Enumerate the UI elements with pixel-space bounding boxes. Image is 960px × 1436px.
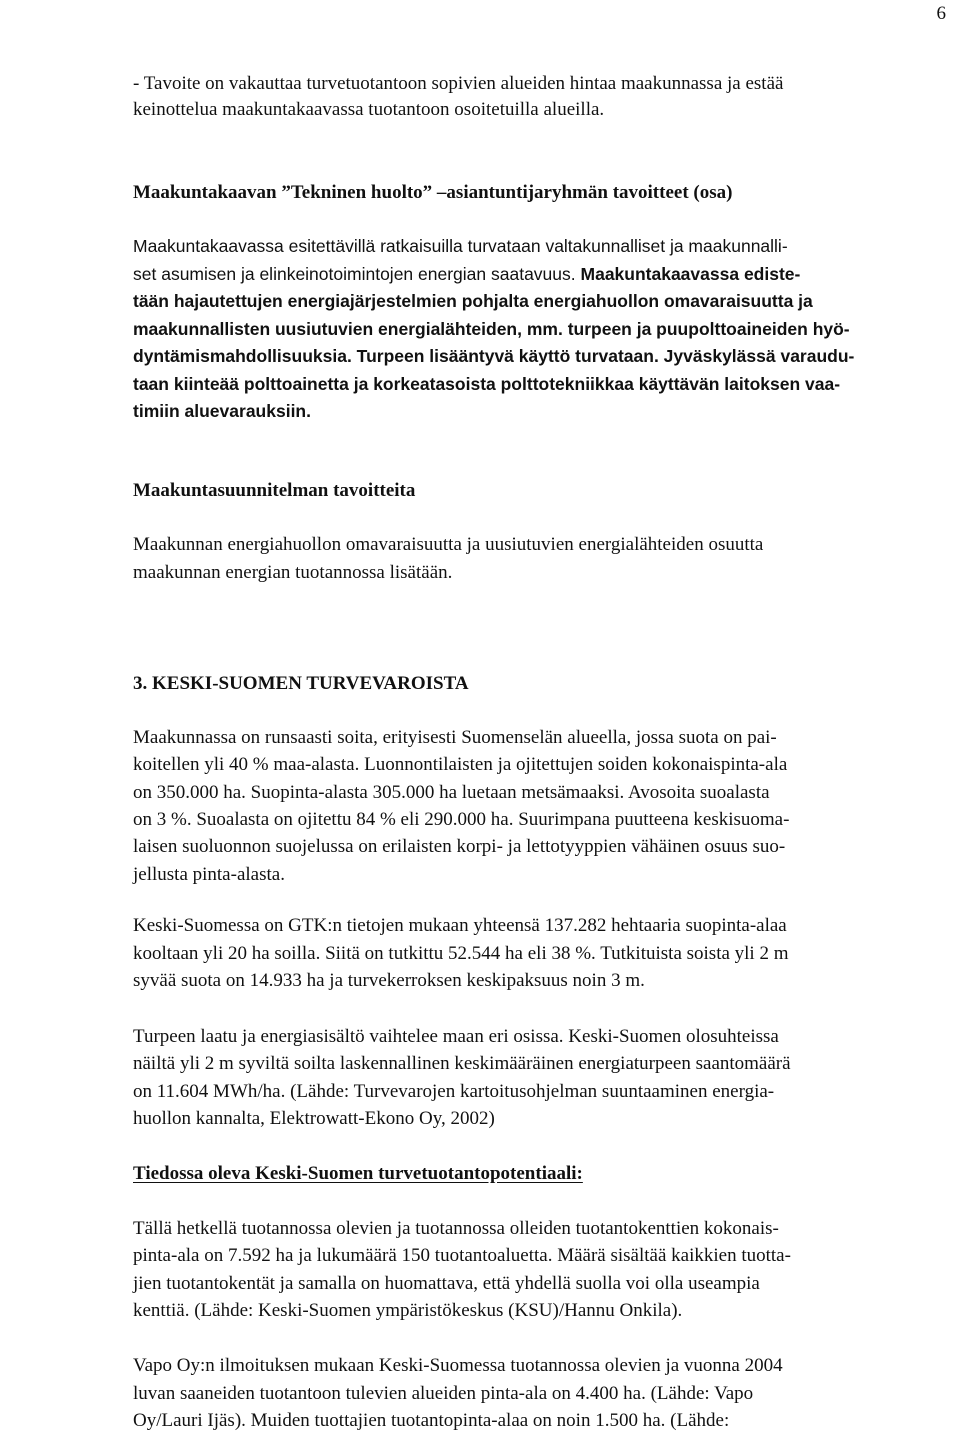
- intro-line: keinottelua maakuntakaavassa tuotantoon osoitetuilla alueilla.: [133, 99, 605, 120]
- tekninen-sans-line: set asumisen ja elinkeinotoimintojen energian saatavuus.: [133, 264, 576, 284]
- potentiaali-para2-line: Vapo Oy:n ilmoituksen mukaan Keski-Suomessa tuotannossa olevien ja vuonna 2004: [133, 1355, 783, 1376]
- potentiaali-para1-line: pinta-ala on 7.592 ha ja lukumäärä 150 tuotantoaluetta. Määrä sisältää kaikkien tuotta-: [133, 1245, 791, 1266]
- tekninen-mixed-line: [133, 261, 800, 287]
- section3-para1-line: koitellen yli 40 % maa-alasta. Luonnontilaisten ja ojitettujen soiden kokonaispinta-ala: [133, 754, 788, 775]
- tekninen-bold-line: dyntämismahdollisuuksia. Turpeen lisääntyvä käyttö turvataan. Jyväskylässä varaudu-: [133, 346, 855, 366]
- section3-para2-line: syvää suota on 14.933 ha ja turvekerroksen keskipaksuus noin 3 m.: [133, 970, 645, 991]
- tekninen-bold-tail: Maakuntakaavassa ediste-: [575, 264, 801, 284]
- section3-para1-line: jellusta pinta-alasta.: [133, 864, 285, 885]
- section3-para2-line: kooltaan yli 20 ha soilla. Siitä on tutkittu 52.544 ha eli 38 %. Tutkituista soista yli 2 m: [133, 943, 789, 964]
- section3-para1-line: laisen suoluonnon suojelussa on erilaisten korpi- ja lettotyyppien vähäinen osuus suo-: [133, 836, 786, 857]
- section3-para3-line: huollon kannalta, Elektrowatt-Ekono Oy, 2002): [133, 1108, 495, 1129]
- potentiaali-para1-line: kenttiä. (Lähde: Keski-Suomen ympäristökeskus (KSU)/Hannu Onkila).: [133, 1300, 683, 1321]
- maakuntasuunnitelma-heading: Maakuntasuunnitelman tavoitteita: [133, 480, 416, 501]
- section3-para3-line: Turpeen laatu ja energiasisältö vaihtelee maan eri osissa. Keski-Suomen olosuhteissa: [133, 1026, 779, 1047]
- potentiaali-heading: Tiedossa oleva Keski-Suomen turvetuotantopotentiaali:: [133, 1163, 583, 1184]
- potentiaali-para2-line: Oy/Lauri Ijäs). Muiden tuottajien tuotantopinta-alaa on noin 1.500 ha. (Lähde:: [133, 1410, 730, 1431]
- section3-para1-line: on 3 %. Suoalasta on ojitettu 84 % eli 290.000 ha. Suurimpana puutteena keskisuoma-: [133, 809, 790, 830]
- potentiaali-para1-line: jien tuotantokentät ja samalla on huomattava, että yhdellä suolla voi olla useampia: [133, 1273, 760, 1294]
- section3-para3-line: on 11.604 MWh/ha. (Lähde: Turvevarojen kartoitusohjelman suuntaaminen energia-: [133, 1081, 775, 1102]
- potentiaali-para2-line: luvan saaneiden tuotantoon tulevien alueiden pinta-ala on 4.400 ha. (Lähde: Vapo: [133, 1383, 754, 1404]
- section3-para1-line: Maakunnassa on runsaasti soita, erityisesti Suomenselän alueella, jossa suota on pai-: [133, 727, 777, 748]
- section3-para1-line: on 350.000 ha. Suopinta-alasta 305.000 ha luetaan metsämaaksi. Avosoita suoalasta: [133, 782, 770, 803]
- tekninen-heading: Maakuntakaavan ”Tekninen huolto” –asiantuntijaryhmän tavoitteet (osa): [133, 182, 733, 203]
- tekninen-bold-line: timiin aluevarauksiin.: [133, 401, 311, 421]
- section3-heading: 3. KESKI-SUOMEN TURVEVAROISTA: [133, 673, 469, 694]
- maakuntasuunnitelma-line: maakunnan energian tuotannossa lisätään.: [133, 562, 453, 583]
- tekninen-bold-line: tään hajautettujen energiajärjestelmien pohjalta energiahuollon omavaraisuutta ja: [133, 291, 813, 311]
- section3-para3-line: näiltä yli 2 m syviltä soilta laskennallinen keskimääräinen energiaturpeen saantomäärä: [133, 1053, 791, 1074]
- potentiaali-para1-line: Tällä hetkellä tuotannossa olevien ja tuotannossa olleiden tuotantokenttien kokonais-: [133, 1218, 779, 1239]
- tekninen-sans-line: Maakuntakaavassa esitettävillä ratkaisuilla turvataan valtakunnalliset ja maakunnalli-: [133, 236, 788, 256]
- tekninen-bold-line: maakunnallisten uusiutuvien energialähteiden, mm. turpeen ja puupolttoaineiden hyö-: [133, 319, 850, 339]
- section3-para2-line: Keski-Suomessa on GTK:n tietojen mukaan yhteensä 137.282 hehtaaria suopinta-alaa: [133, 915, 787, 936]
- page-number: 6: [936, 3, 946, 24]
- intro-line: - Tavoite on vakauttaa turvetuotantoon sopivien alueiden hintaa maakunnassa ja estää: [133, 73, 784, 94]
- tekninen-bold-line: taan kiinteää polttoainetta ja korkeatasoista polttotekniikkaa käyttävän laitoksen vaa-: [133, 374, 841, 394]
- maakuntasuunnitelma-line: Maakunnan energiahuollon omavaraisuutta ja uusiutuvien energialähteiden osuutta: [133, 534, 764, 555]
